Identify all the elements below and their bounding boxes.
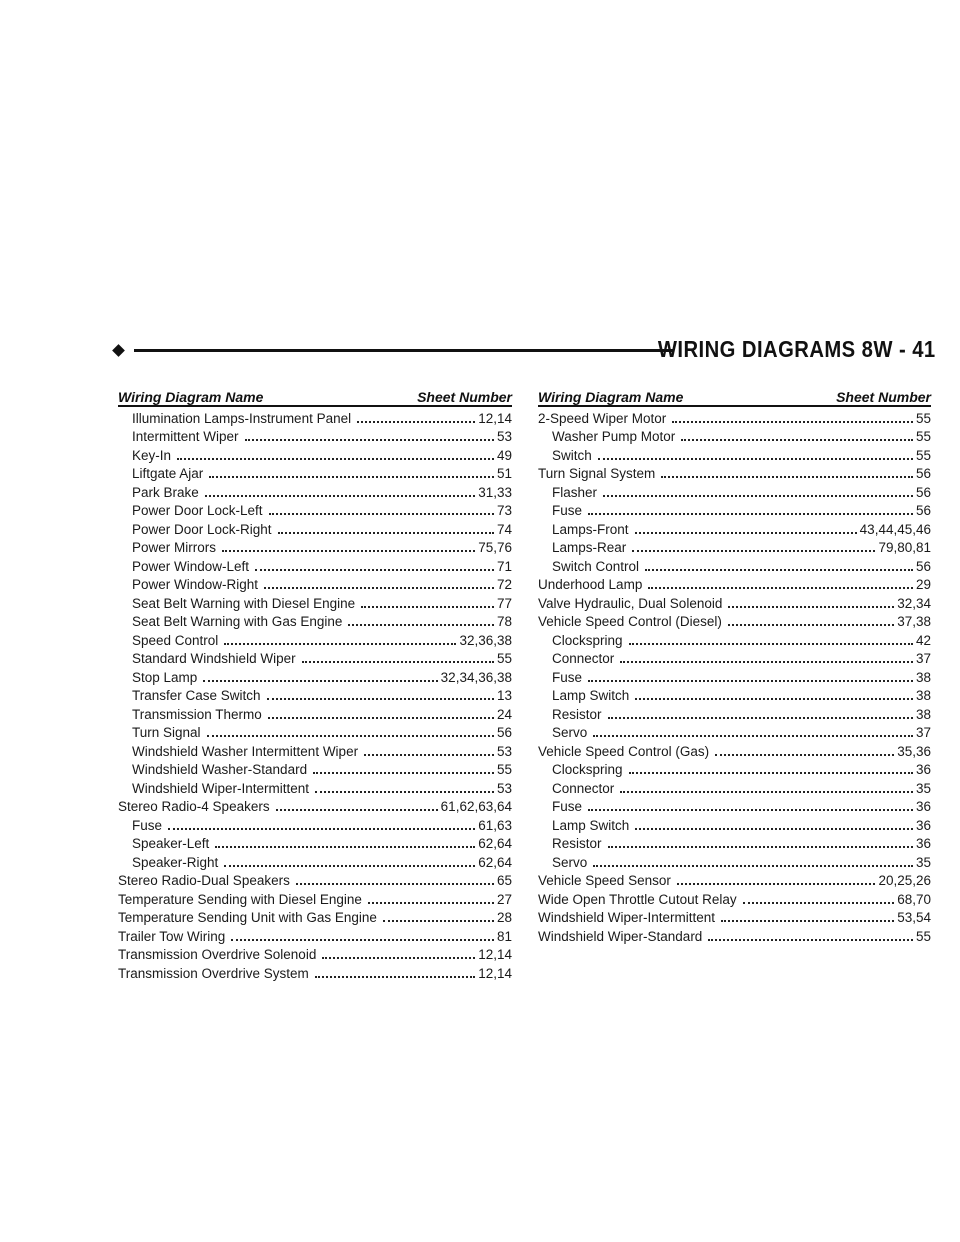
entry-name: Clockspring: [552, 762, 623, 777]
entry-sheets: 37: [915, 725, 931, 740]
entry-name: Stereo Radio-Dual Speakers: [118, 873, 290, 888]
index-entry: [118, 870, 512, 889]
entry-name: Seat Belt Warning with Gas Engine: [132, 614, 343, 629]
dot-leader: [224, 631, 456, 645]
entry-name: Valve Hydraulic, Dual Solenoid: [538, 595, 723, 611]
index-entry: [538, 870, 931, 889]
entry-name: Speaker-Left: [132, 836, 210, 851]
entry-sheets: 13: [496, 688, 512, 703]
entry-name: Fuse: [552, 669, 583, 685]
entry-name: Vehicle Speed Control (Diesel): [538, 614, 722, 629]
entry-name: Transmission Overdrive System: [118, 965, 309, 981]
dot-leader: [661, 464, 913, 478]
dot-leader: [231, 927, 494, 941]
entry-name: Temperature Sending Unit with Gas Engine: [118, 910, 377, 925]
entry-name: Power Mirrors: [132, 540, 217, 555]
entry-sheets: 55: [915, 410, 931, 426]
diamond-icon: [112, 344, 125, 357]
entry-sheets: 49: [496, 447, 512, 463]
dot-leader: [648, 575, 913, 589]
entry-name: Key-In: [132, 447, 172, 463]
entry-sheets: 68,70: [897, 891, 931, 907]
column-header-name: Wiring Diagram Name: [118, 389, 264, 405]
entry-sheets: 53: [496, 429, 512, 444]
index-entry: [538, 703, 931, 722]
index-entry: [118, 592, 512, 611]
entry-sheets: 53,54: [897, 910, 931, 925]
entry-sheets: 36: [915, 799, 931, 814]
page-title: WIRING DIAGRAMS 8W - 41: [658, 336, 936, 362]
entry-name: Switch: [552, 447, 592, 463]
index-entry: [118, 444, 512, 463]
entry-sheets: 55: [915, 928, 931, 944]
dot-leader: [357, 409, 475, 423]
index-entry: [538, 777, 931, 796]
entry-sheets: 55: [496, 762, 512, 777]
entry-name: Lamp Switch: [552, 688, 630, 703]
dot-leader: [315, 779, 494, 793]
entry-sheets: 37: [915, 651, 931, 666]
entry-name: Standard Windshield Wiper: [132, 651, 296, 666]
entry-name: Stereo Radio-4 Speakers: [118, 799, 270, 814]
index-entry: [118, 703, 512, 722]
index-entry: [118, 426, 512, 445]
dot-leader: [315, 964, 475, 978]
index-entry: [538, 907, 931, 926]
entry-list: [118, 407, 512, 981]
entry-name: Vehicle Speed Control (Gas): [538, 743, 710, 759]
dot-leader: [224, 853, 475, 867]
entry-sheets: 38: [915, 688, 931, 703]
dot-leader: [629, 631, 913, 645]
column-header-name: Wiring Diagram Name: [538, 389, 684, 405]
entry-name: Lamp Switch: [552, 817, 630, 833]
dot-leader: [313, 760, 494, 774]
entry-name: Power Door Lock-Right: [132, 521, 272, 537]
dot-leader: [267, 686, 494, 700]
entry-sheets: 53: [496, 743, 512, 759]
entry-name: Transmission Thermo: [132, 706, 262, 722]
dot-leader: [593, 853, 913, 867]
entry-name: Connector: [552, 780, 615, 796]
entry-sheets: 38: [915, 669, 931, 685]
page-header: [114, 336, 936, 362]
entry-sheets: 51: [496, 466, 512, 481]
entry-sheets: 56: [915, 503, 931, 518]
column-header-sheet: Sheet Number: [836, 389, 931, 405]
entry-sheets: 35,36: [897, 743, 931, 759]
entry-sheets: 72: [496, 577, 512, 592]
dot-leader: [383, 908, 494, 922]
dot-leader: [721, 908, 894, 922]
entry-sheets: 79,80,81: [878, 540, 931, 555]
entry-list: [538, 407, 931, 944]
entry-sheets: 31,33: [478, 484, 512, 500]
entry-sheets: 12,14: [478, 947, 512, 962]
dot-leader: [635, 816, 913, 830]
watermark: [886, 1200, 946, 1230]
dot-leader: [296, 871, 494, 885]
entry-sheets: 20,25,26: [878, 873, 931, 888]
dot-leader: [708, 927, 913, 941]
entry-sheets: 24: [496, 706, 512, 722]
dot-leader: [209, 464, 494, 478]
entry-name: Windshield Wiper-Standard: [538, 928, 703, 944]
entry-name: Resistor: [552, 836, 602, 851]
entry-name: Power Door Lock-Left: [132, 503, 263, 518]
index-entry: [538, 740, 931, 759]
column-header: [538, 386, 931, 407]
entry-name: Transmission Overdrive Solenoid: [118, 947, 317, 962]
entry-name: Windshield Wiper-Intermittent: [132, 780, 310, 796]
dot-leader: [743, 890, 895, 904]
entry-name: Lamps-Rear: [552, 540, 627, 555]
index-entry: [118, 518, 512, 537]
entry-sheets: 55: [496, 651, 512, 666]
entry-name: Switch Control: [552, 558, 640, 574]
entry-name: Trailer Tow Wiring: [118, 928, 226, 944]
index-entry: [538, 537, 931, 556]
dot-leader: [368, 890, 494, 904]
index-entry: [118, 944, 512, 963]
entry-sheets: 12,14: [478, 410, 512, 426]
entry-name: Windshield Washer-Standard: [132, 762, 308, 777]
entry-sheets: 62,64: [478, 854, 512, 870]
dot-leader: [269, 501, 494, 515]
header-rule: [134, 349, 674, 352]
dot-leader: [276, 797, 438, 811]
entry-name: Stop Lamp: [132, 669, 198, 685]
entry-sheets: 12,14: [478, 965, 512, 981]
index-entry: [118, 463, 512, 482]
dot-leader: [645, 557, 913, 571]
dot-leader: [588, 501, 913, 515]
entry-sheets: 42: [915, 632, 931, 648]
dot-leader: [361, 594, 494, 608]
entry-name: Illumination Lamps-Instrument Panel: [132, 410, 352, 426]
entry-sheets: 77: [496, 595, 512, 611]
dot-leader: [629, 760, 913, 774]
index-entry: [118, 962, 512, 981]
index-entry: [118, 925, 512, 944]
dot-leader: [635, 686, 913, 700]
entry-name: Vehicle Speed Sensor: [538, 873, 671, 888]
index-entry: [538, 685, 931, 704]
dot-leader: [302, 649, 494, 663]
entry-name: Temperature Sending with Diesel Engine: [118, 891, 362, 907]
index-entry: [538, 481, 931, 500]
index-entry: [538, 500, 931, 519]
index-entry: [118, 666, 512, 685]
index-entry: [118, 500, 512, 519]
entry-sheets: 65: [496, 873, 512, 888]
entry-sheets: 75,76: [478, 540, 512, 555]
entry-name: Servo: [552, 725, 588, 740]
column-header-sheet: Sheet Number: [417, 389, 512, 405]
dot-leader: [322, 945, 475, 959]
entry-name: Servo: [552, 854, 588, 870]
index-entry: [118, 629, 512, 648]
index-entry: [118, 685, 512, 704]
dot-leader: [588, 797, 913, 811]
entry-sheets: 27: [496, 891, 512, 907]
dot-leader: [608, 834, 913, 848]
dot-leader: [278, 520, 494, 534]
dot-leader: [215, 834, 475, 848]
index-entry: [538, 814, 931, 833]
entry-sheets: 38: [915, 706, 931, 722]
entry-name: Washer Pump Motor: [552, 429, 676, 444]
index-entry: [118, 777, 512, 796]
dot-leader: [632, 538, 875, 552]
index-entry: [538, 796, 931, 815]
entry-sheets: 56: [915, 466, 931, 481]
entry-sheets: 35: [915, 854, 931, 870]
entry-sheets: 35: [915, 780, 931, 796]
entry-name: Resistor: [552, 706, 602, 722]
entry-sheets: 55: [915, 447, 931, 463]
index-entry: [538, 648, 931, 667]
index-entry: [118, 759, 512, 778]
index-entry: [118, 537, 512, 556]
entry-sheets: 32,34,36,38: [440, 669, 512, 685]
index-entry: [538, 555, 931, 574]
entry-name: Windshield Washer Intermittent Wiper: [132, 743, 359, 759]
index-entry: [538, 407, 931, 426]
entry-sheets: 56: [496, 725, 512, 740]
dot-leader: [203, 668, 437, 682]
entry-name: Fuse: [132, 817, 163, 833]
index-entry: [538, 851, 931, 870]
entry-sheets: 61,62,63,64: [440, 799, 512, 814]
index-entry: [538, 463, 931, 482]
entry-name: Speaker-Right: [132, 854, 219, 870]
index-entry: [118, 888, 512, 907]
entry-name: Connector: [552, 651, 615, 666]
entry-name: Speed Control: [132, 632, 219, 648]
entry-sheets: 36: [915, 836, 931, 851]
index-entry: [538, 592, 931, 611]
index-entry: [118, 481, 512, 500]
dot-leader: [728, 612, 894, 626]
dot-leader: [207, 723, 494, 737]
index-entry: [118, 722, 512, 741]
entry-name: Turn Signal System: [538, 466, 656, 481]
entry-name: Clockspring: [552, 632, 623, 648]
entry-name: Power Window-Left: [132, 558, 250, 574]
dot-leader: [620, 779, 913, 793]
dot-leader: [608, 705, 913, 719]
dot-leader: [205, 483, 475, 497]
dot-leader: [728, 594, 894, 608]
entry-sheets: 78: [496, 614, 512, 629]
index-entry: [118, 574, 512, 593]
index-entry: [538, 611, 931, 630]
column-header: [118, 386, 512, 407]
dot-leader: [603, 483, 913, 497]
entry-sheets: 56: [915, 484, 931, 500]
dot-leader: [255, 557, 494, 571]
entry-name: Turn Signal: [132, 725, 201, 740]
index-entry: [538, 925, 931, 944]
entry-sheets: 61,63: [478, 817, 512, 833]
index-entry: [118, 407, 512, 426]
index-entry: [538, 426, 931, 445]
dot-leader: [348, 612, 494, 626]
index-entry: [538, 888, 931, 907]
left-index-column: [118, 386, 512, 981]
entry-name: Intermittent Wiper: [132, 429, 239, 444]
dot-leader: [264, 575, 494, 589]
entry-sheets: 29: [915, 577, 931, 592]
index-entry: [118, 611, 512, 630]
index-entry: [118, 814, 512, 833]
index-entry: [538, 518, 931, 537]
entry-sheets: 62,64: [478, 836, 512, 851]
entry-name: Transfer Case Switch: [132, 688, 261, 703]
entry-sheets: 74: [496, 521, 512, 537]
entry-sheets: 32,36,38: [459, 632, 512, 648]
index-entry: [538, 722, 931, 741]
entry-name: Fuse: [552, 799, 583, 814]
index-entry: [118, 555, 512, 574]
index-entry: [538, 666, 931, 685]
entry-name: 2-Speed Wiper Motor: [538, 410, 667, 426]
dot-leader: [364, 742, 494, 756]
entry-name: Liftgate Ajar: [132, 466, 204, 481]
entry-sheets: 53: [496, 780, 512, 796]
index-entry: [118, 851, 512, 870]
entry-name: Park Brake: [132, 484, 199, 500]
dot-leader: [588, 668, 913, 682]
entry-sheets: 81: [496, 928, 512, 944]
index-entry: [538, 574, 931, 593]
index-entry: [118, 796, 512, 815]
dot-leader: [168, 816, 475, 830]
dot-leader: [672, 409, 913, 423]
dot-leader: [177, 446, 494, 460]
entry-sheets: 36: [915, 817, 931, 833]
entry-name: Windshield Wiper-Intermittent: [538, 910, 716, 925]
index-entry: [118, 740, 512, 759]
dot-leader: [677, 871, 876, 885]
entry-sheets: 56: [915, 558, 931, 574]
index-entry: [538, 629, 931, 648]
entry-name: Underhood Lamp: [538, 577, 643, 592]
dot-leader: [268, 705, 494, 719]
entry-sheets: 37,38: [897, 614, 931, 629]
index-entry: [118, 648, 512, 667]
dot-leader: [598, 446, 913, 460]
dot-leader: [635, 520, 857, 534]
index-entry: [538, 833, 931, 852]
dot-leader: [620, 649, 913, 663]
entry-name: Seat Belt Warning with Diesel Engine: [132, 595, 356, 611]
entry-sheets: 28: [496, 910, 512, 925]
dot-leader: [715, 742, 894, 756]
index-entry: [118, 833, 512, 852]
index-entry: [538, 759, 931, 778]
dot-leader: [593, 723, 913, 737]
dot-leader: [245, 427, 494, 441]
right-index-column: [538, 386, 931, 944]
entry-sheets: 73: [496, 503, 512, 518]
dot-leader: [222, 538, 475, 552]
index-entry: [118, 907, 512, 926]
entry-sheets: 55: [915, 429, 931, 444]
entry-sheets: 43,44,45,46: [859, 521, 931, 537]
entry-name: Power Window-Right: [132, 577, 259, 592]
entry-name: Wide Open Throttle Cutout Relay: [538, 891, 737, 907]
entry-name: Fuse: [552, 503, 583, 518]
entry-sheets: 36: [915, 762, 931, 777]
entry-sheets: 32,34: [897, 595, 931, 611]
entry-name: Flasher: [552, 484, 598, 500]
entry-sheets: 71: [496, 558, 512, 574]
dot-leader: [681, 427, 913, 441]
index-entry: [538, 444, 931, 463]
entry-name: Lamps-Front: [552, 521, 629, 537]
